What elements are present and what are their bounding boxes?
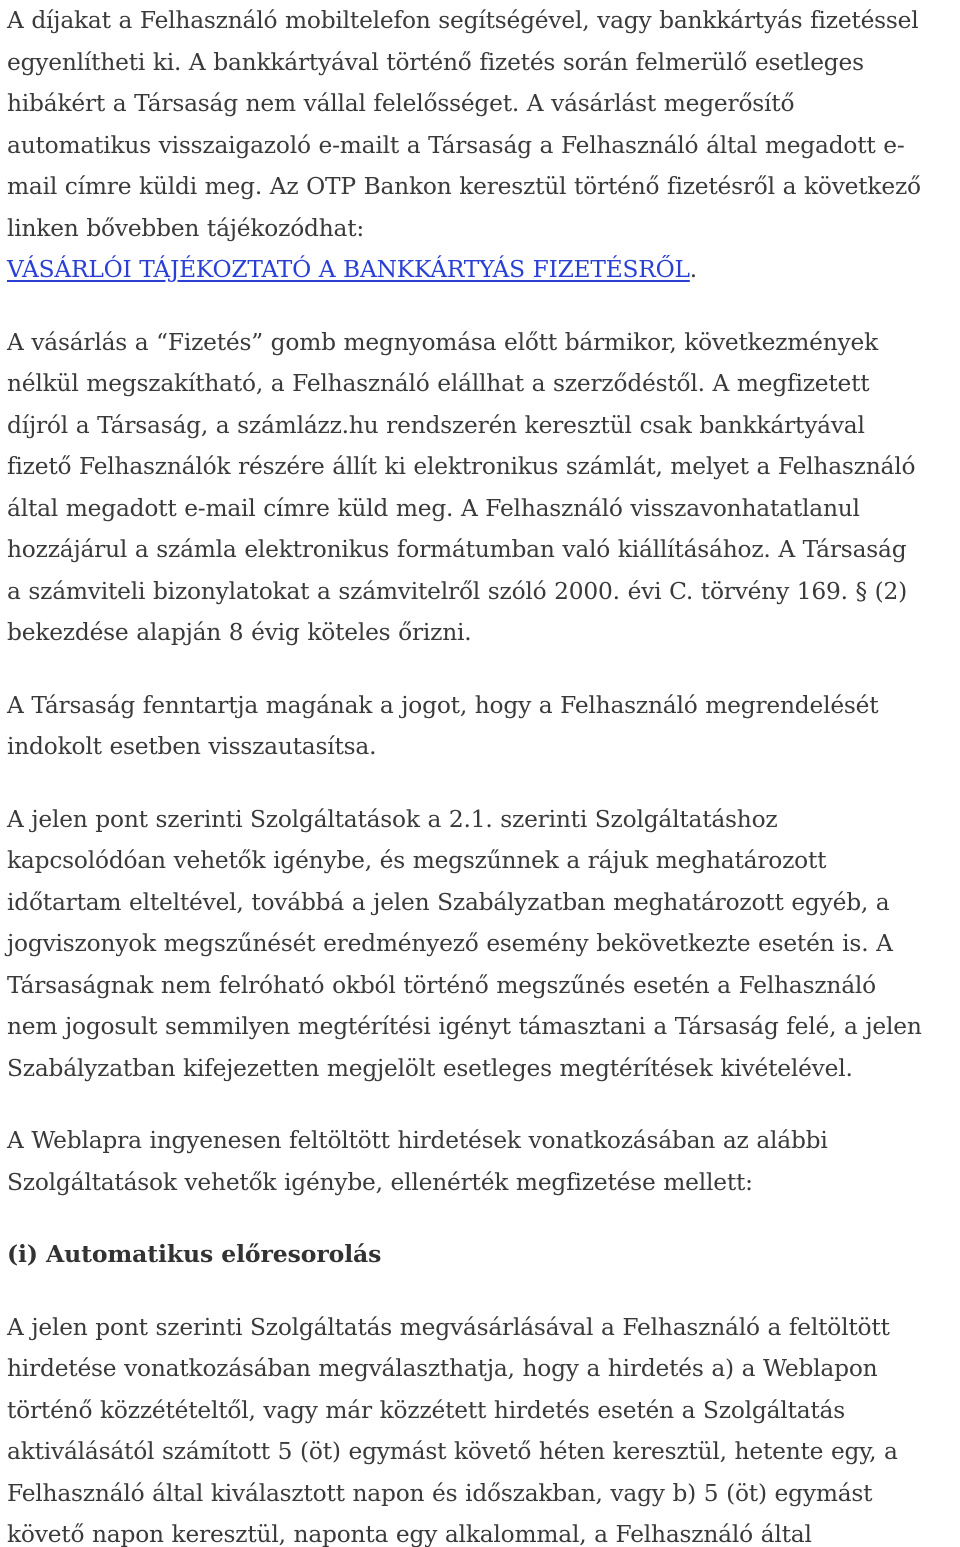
- text-line: A jelen pont szerinti Szolgáltatás megvásárlásával a Felhasználó a feltöltött: [7, 1313, 890, 1341]
- paragraph-cancellation: [7, 322, 954, 654]
- paragraph-service-termination: [7, 799, 954, 1090]
- paragraph-payment: [7, 0, 954, 291]
- text-line: fizető Felhasználók részére állít ki elektronikus számlát, melyet a Felhasználó: [7, 453, 916, 480]
- text-line: automatikus visszaigazoló e-mailt a Társaság a Felhasználó által megadott e-: [7, 131, 905, 159]
- link-suffix: .: [689, 256, 698, 283]
- text-line: linken bővebben tájékozódhat:: [7, 214, 365, 242]
- text-line: hirdetése vonatkozásában megválaszthatja, hogy a hirdetés a) a Weblapon: [7, 1355, 878, 1382]
- text-line: mail címre küldi meg. Az OTP Bankon keresztül történő fizetésről a következő: [7, 173, 921, 200]
- text-line: a számviteli bizonylatokat a számvitelről szóló 2000. évi C. törvény 169. § (2): [7, 577, 908, 605]
- text-line: Szabályzatban kifejezetten megjelölt esetleges megtérítések kivételével.: [7, 1054, 853, 1082]
- text-line: aktiválásától számított 5 (öt) egymást követő héten keresztül, hetente egy, a: [7, 1438, 898, 1465]
- text-line: hozzájárul a számla elektronikus formátumban való kiállításához. A Társaság: [7, 536, 907, 563]
- text-line: egyenlítheti ki. A bankkártyával történő fizetés során felmerülő esetleges: [7, 48, 864, 76]
- text-line: indokolt esetben visszautasítsa.: [7, 733, 377, 760]
- link-line: [7, 249, 954, 291]
- text-line: díjról a Társaság, a számlázz.hu rendszerén keresztül csak bankkártyával: [7, 411, 865, 439]
- paragraph-auto-promotion: [7, 1307, 954, 1547]
- text-line: időtartam elteltével, továbbá a jelen Szabályzatban meghatározott egyéb, a: [7, 888, 890, 916]
- text-line: nem jogosult semmilyen megtérítési igényt támasztani a Társaság felé, a jelen: [7, 1013, 922, 1040]
- text-line: A díjakat a Felhasználó mobiltelefon segítségével, vagy bankkártyás fizetéssel: [7, 7, 919, 34]
- text-line: Szolgáltatások vehetők igénybe, ellenérték megfizetése mellett:: [7, 1168, 753, 1196]
- text-line: nélkül megszakítható, a Felhasználó elállhat a szerződéstől. A megfizetett: [7, 370, 870, 397]
- text-line: által megadott e-mail címre küld meg. A Felhasználó visszavonhatatlanul: [7, 494, 860, 522]
- section-heading: (i) Automatikus előresorolás: [7, 1240, 382, 1268]
- paragraph-paid-services: [7, 1120, 954, 1203]
- text-line: A vásárlás a “Fizetés” gomb megnyomása előtt bármikor, következmények: [7, 328, 879, 356]
- text-line: hibákért a Társaság nem vállal felelősséget. A vásárlást megerősítő: [7, 90, 795, 117]
- text-line: A Társaság fenntartja magának a jogot, hogy a Felhasználó megrendelését: [7, 691, 879, 719]
- text-line: bekezdése alapján 8 évig köteles őrizni.: [7, 619, 472, 646]
- card-payment-info-link[interactable]: VÁSÁRLÓI TÁJÉKOZTATÓ A BANKKÁRTYÁS FIZETÉSRŐL: [7, 256, 690, 283]
- text-line: Felhasználó által kiválasztott napon és időszakban, vagy b) 5 (öt) egymást: [7, 1479, 873, 1507]
- text-line: A jelen pont szerinti Szolgáltatások a 2.1. szerinti Szolgáltatáshoz: [7, 805, 778, 833]
- text-line: történő közzétételtől, vagy már közzétett hirdetés esetén a Szolgáltatás: [7, 1396, 846, 1424]
- text-line: A Weblapra ingyenesen feltöltött hirdetések vonatkozásában az alábbi: [7, 1127, 828, 1154]
- text-line: követő napon keresztül, naponta egy alkalommal, a Felhasználó által: [7, 1521, 812, 1547]
- text-line: jogviszonyok megszűnését eredményező esemény bekövetkezte esetén is. A: [7, 930, 893, 957]
- paragraph-refusal-right: [7, 685, 954, 768]
- text-line: kapcsolódóan vehetők igénybe, és megszűnnek a rájuk meghatározott: [7, 847, 827, 874]
- text-line: Társaságnak nem felróható okból történő megszűnés esetén a Felhasználó: [7, 971, 877, 999]
